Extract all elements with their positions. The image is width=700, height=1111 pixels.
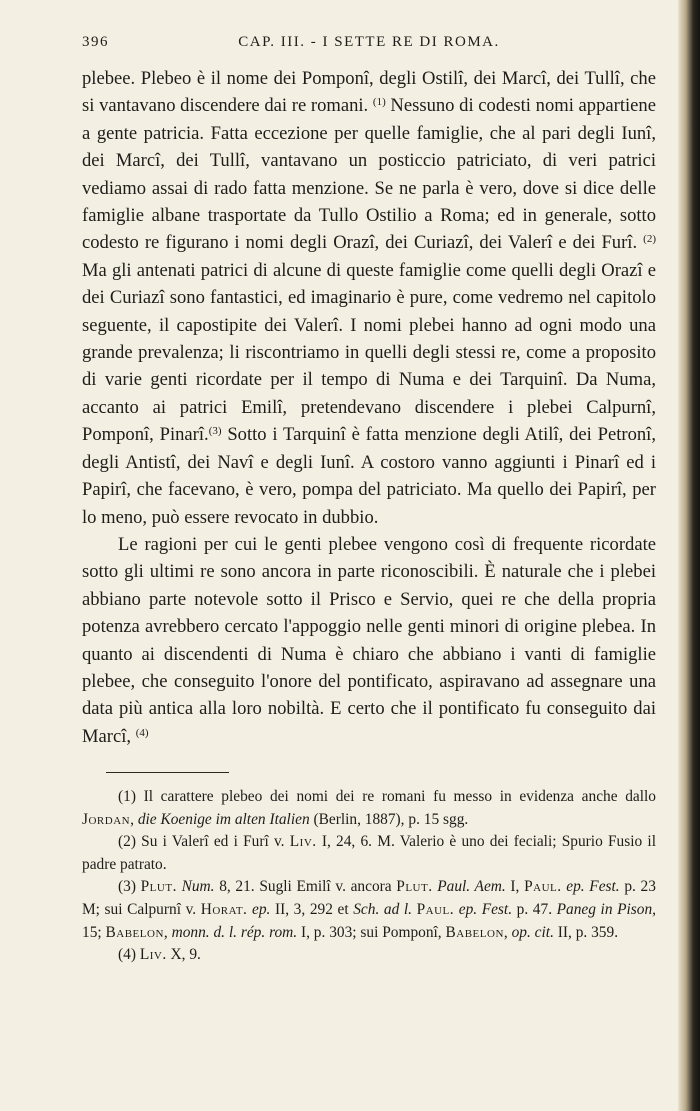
author-name: Horat. bbox=[200, 900, 248, 918]
paragraph-1: plebee. Plebeo è il nome dei Pomponî, degli Ostilî, dei Marcî, dei Tullî, che si vantavano discendere dai re romani. $^{(1)}$ Nessuno di codesti nomi appartiene a gente patricia. Fatta eccezione per quelle famiglie, che al pari degli Iunî, dei Marcî, dei Tullî, vantavano un posticcio patriciato, di veri patrici vediamo assai di rado fatta menzione. Se ne parla è vero, dove si dice delle famiglie albane trasportate da Tullo Ostilio a Roma; ed in generale, sotto codesto re figurano i nomi degli Orazî, dei Curiazî, dei Valerî e dei Furî. $^{(2)}$ Ma gli antenati patrici di alcune di queste famiglie come quelli degli Orazî e dei Curiazî sono fantastici, ed imaginario è pure, come vedremo nel capitolo seguente, il capostipite dei Valerî. I nomi plebei hanno ad ogni modo una grande prevalenza; li riscontriamo in quelli degli stessi re, come a proposito di varie genti ricordate per il tempo di Numa e dei Tarquinî. Da Numa, accanto ai patrici Emilî, pretendevano discendere i plebei Calpurnî, Pomponî, Pinarî.$^{(3)}$ Sotto i Tarquinî è fatta menzione degli Atilî, dei Petronî, degli Antistî, dei Navî e degli Iunî. A costoro vanno aggiunti i Pinarî ed i Papirî, che facevano, è vero, pompa del patriciato. Ma quello dei Papirî, per lo meno, può essere revocato in dubbio. bbox=[82, 68, 656, 528]
main-text bbox=[82, 65, 656, 750]
work-title: monn. d. l. rép. rom. bbox=[171, 923, 298, 941]
running-head: CAP. III. - I SETTE RE DI ROMA. bbox=[238, 34, 500, 50]
author-name: Paul. bbox=[524, 878, 562, 896]
author-name: Liv. bbox=[289, 833, 317, 851]
author-name: Liv. bbox=[139, 946, 167, 964]
author-name: Babelon bbox=[105, 923, 164, 941]
work-title: Paul. Aem. bbox=[437, 878, 506, 896]
author-name: Plut. bbox=[396, 878, 433, 896]
work-title: ep. Fest. bbox=[458, 900, 513, 918]
work-title: ep. bbox=[252, 900, 271, 918]
footnotes bbox=[82, 786, 656, 967]
author-name: Babelon bbox=[445, 923, 504, 941]
page-number: 396 bbox=[82, 34, 109, 50]
footnote-ref-3: (3) bbox=[208, 425, 222, 438]
footnote-1: (1) Il carattere plebeo dei nomi dei re romani fu messo in evidenza anche dallo Jordan, die Koenige im alten Italien (Berlin, 1887), p. 15 sgg. bbox=[82, 788, 656, 828]
page-edge-shadow bbox=[678, 0, 700, 1111]
work-title: op. cit. bbox=[511, 923, 554, 941]
footnote-ref-1: (1) bbox=[372, 96, 386, 109]
work-title: Num. bbox=[181, 878, 215, 896]
page-header bbox=[82, 34, 656, 58]
work-title: ep. Fest. bbox=[566, 878, 620, 896]
paragraph-2: Le ragioni per cui le genti plebee vengono così di frequente ricordate sotto gli ultimi re sono ancora in parte riconoscibili. È naturale che i plebei abbiano parte notevole sotto il Prisco e Servio, quei re che della propria potenza avrebbero cercato l'appoggio nelle genti minori di origine plebea. In quanto ai discendenti di Numa è chiaro che abbiano i vanti di famiglie plebee, che conseguito l'onore del pontificato, aspiravano ad assegnare una data più antica alla loro nobiltà. E certo che il pontificato fu conseguito dai Marcî, $^{(4)}$ bbox=[82, 533, 656, 747]
footnote-separator bbox=[106, 772, 229, 773]
work-title: Paneg in Pison, bbox=[556, 900, 657, 918]
footnote-3: (3) Plut. Num. 8, 21. Sugli Emilî v. ancora Plut. Paul. Aem. I, Paul. ep. Fest. p. 23 M; sui Calpurnî v. Horat. ep. II, 3, 292 et Sch. ad l. Paul. ep. Fest. p. 47. Paneg in Pison, 15; Babelon, monn. d. l. rép. rom. I, p. 303; sui Pomponî, Babelon, op. cit. II, p. 359. bbox=[82, 878, 657, 941]
work-title: die Koenige im alten Italien bbox=[137, 810, 310, 828]
author-name: Paul. bbox=[416, 900, 455, 918]
footnote-2: (2) Su i Valerî ed i Furî v. Liv. I, 24, 6. M. Valerio è uno dei feciali; Spurio Fusio il padre patrato. bbox=[82, 833, 656, 873]
author-name: Jordan bbox=[82, 810, 131, 828]
footnote-ref-2: (2) bbox=[643, 233, 656, 246]
footnote-ref-4: (4) bbox=[135, 726, 149, 739]
work-title: Sch. ad l. bbox=[353, 900, 412, 918]
author-name: Plut. bbox=[140, 878, 177, 896]
footnote-4: (4) Liv. X, 9. bbox=[118, 946, 201, 964]
